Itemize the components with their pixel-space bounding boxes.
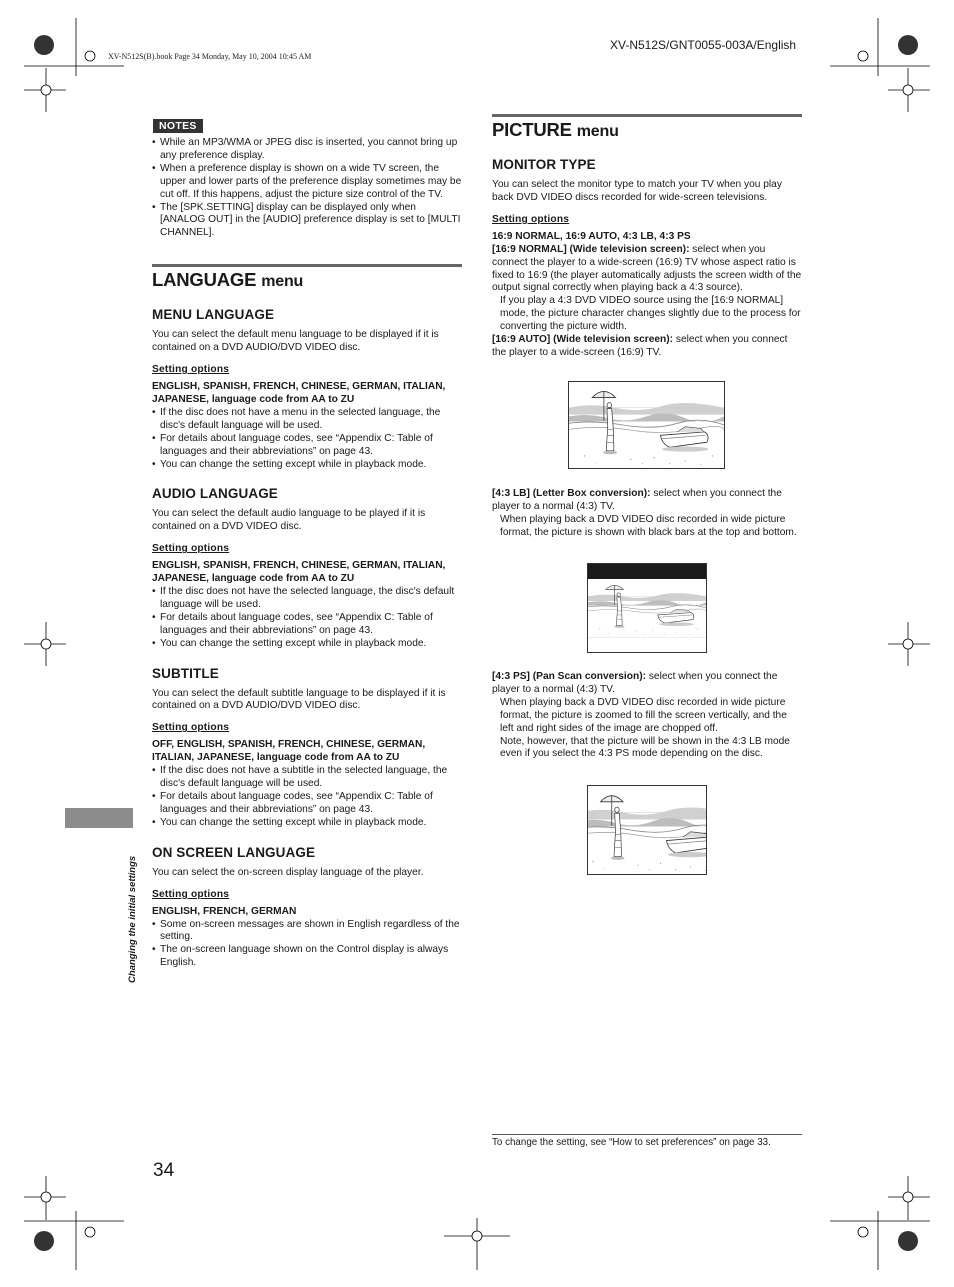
setting-options-label: Setting options bbox=[492, 213, 570, 225]
document-code: XV-N512S/GNT0055-003A/English bbox=[610, 38, 797, 52]
option-16-9-auto bbox=[492, 334, 802, 360]
option-label: [16:9 NORMAL] (Wide television screen): bbox=[492, 243, 690, 255]
picture-menu-title-main: PICTURE bbox=[492, 119, 572, 140]
section-divider bbox=[152, 264, 462, 267]
option-4-3-lb bbox=[492, 488, 802, 540]
language-menu-title-suffix: menu bbox=[261, 273, 304, 291]
on-screen-language-intro: You can select the on-screen display language of the player. bbox=[152, 866, 424, 878]
setting-options-label: Setting options bbox=[152, 888, 230, 900]
option-4-3-ps bbox=[492, 671, 802, 761]
pan-scan-illustration bbox=[587, 785, 707, 875]
picture-menu-title-suffix: menu bbox=[576, 123, 619, 140]
picture-menu-title bbox=[492, 119, 802, 141]
option-label: [16:9 AUTO] (Wide television screen): bbox=[492, 334, 674, 346]
on-screen-language-bullets bbox=[152, 919, 462, 971]
bullet-item: • You can change the setting except while in playback mode. bbox=[152, 638, 462, 651]
option-4-3-lb-line bbox=[492, 488, 802, 514]
notes-section bbox=[152, 116, 462, 240]
subtitle-bullets bbox=[152, 765, 462, 830]
page-number: 34 bbox=[153, 1160, 175, 1181]
option-4-3-ps-line bbox=[492, 671, 802, 697]
monitor-type-heading: MONITOR TYPE bbox=[492, 157, 596, 172]
on-screen-language-options: ENGLISH, FRENCH, GERMAN bbox=[152, 905, 297, 917]
option-16-9-normal-extra: If you play a 4:3 DVD VIDEO source using the [16:9 NORMAL] mode, the picture character changes slightly due to the process for converting the picture width. bbox=[500, 295, 801, 333]
bullet-item: • The on-screen language shown on the Control display is always English. bbox=[152, 944, 462, 970]
note-item: • The [SPK.SETTING] display can be displayed only when [ANALOG OUT] in the [AUDIO] preference display is set to [MULTI CHANNEL]. bbox=[152, 202, 462, 241]
on-screen-language-heading: ON SCREEN LANGUAGE bbox=[152, 844, 316, 860]
setting-options-label: Setting options bbox=[152, 364, 230, 376]
option-description: select when you connect the player to a normal (4:3) TV. bbox=[492, 671, 778, 695]
option-description: select when you connect the player to a wide-screen (16:9) TV whose aspect ratio is fixed to 16:9 (the player automatically adjusts the screen width of the output signal correctly when playing back a 4:3 source). bbox=[492, 243, 802, 294]
monitor-type-options: 16:9 NORMAL, 16:9 AUTO, 4:3 LB, 4:3 PS bbox=[492, 230, 691, 242]
bullet-item: • If the disc does not have a subtitle in the selected language, the disc's default language will be used. bbox=[152, 765, 462, 791]
bullet-item: • For details about language codes, see “Appendix C: Table of languages and their abbreviations” on page 43. bbox=[152, 612, 462, 638]
notes-badge: NOTES bbox=[153, 119, 203, 133]
bullet-item: • You can change the setting except while in playback mode. bbox=[152, 817, 462, 830]
footer-note: To change the setting, see “How to set preferences” on page 33. bbox=[492, 1134, 802, 1148]
book-stamp: XV-N512S(B).book Page 34 Monday, May 10, 2004 10:45 AM bbox=[108, 52, 312, 61]
language-menu-title bbox=[152, 269, 462, 291]
bullet-item: • For details about language codes, see “Appendix C: Table of languages and their abbreviations” on page 43. bbox=[152, 791, 462, 817]
option-label: [4:3 PS] (Pan Scan conversion): bbox=[492, 671, 646, 682]
note-item: • When a preference display is shown on a wide TV screen, the upper and lower parts of the preference display sometimes may be cut off. If this happens, adjust the picture size control of the TV. bbox=[152, 163, 462, 202]
option-4-3-ps-extra: When playing back a DVD VIDEO disc recorded in wide picture format, the picture is zoomed to fill the screen vertically, and the left and right sides of the image are chopped off. bbox=[500, 696, 787, 734]
right-column bbox=[492, 114, 802, 360]
bullet-item: • If the disc does not have a menu in the selected language, the disc's default language will be used. bbox=[152, 407, 462, 433]
subtitle-options: OFF, ENGLISH, SPANISH, FRENCH, CHINESE, GERMAN, ITALIAN, JAPANESE, language code from AA to ZU bbox=[152, 739, 426, 764]
monitor-type-intro: You can select the monitor type to match your TV when you play back DVD VIDEO discs recorded for wide-screen televisions. bbox=[492, 179, 782, 203]
wide-screen-illustration bbox=[568, 381, 725, 469]
bullet-item: • If the disc does not have the selected language, the disc's default language will be used. bbox=[152, 586, 462, 612]
sidebar-tab bbox=[65, 808, 133, 828]
letterbox-illustration bbox=[587, 563, 707, 653]
menu-language-intro: You can select the default menu language to be displayed if it is contained on a DVD AUDIO/DVD VIDEO disc. bbox=[152, 329, 439, 354]
note-item: • While an MP3/WMA or JPEG disc is inserted, you cannot bring up any preference display. bbox=[152, 137, 462, 163]
menu-language-options: ENGLISH, SPANISH, FRENCH, CHINESE, GERMAN, ITALIAN, JAPANESE, language code from AA to ZU bbox=[152, 381, 446, 405]
subtitle-intro: You can select the default subtitle language to be displayed if it is contained on a DVD AUDIO/DVD VIDEO disc. bbox=[152, 687, 446, 712]
setting-options-label: Setting options bbox=[152, 543, 230, 555]
setting-options-label: Setting options bbox=[152, 722, 230, 734]
beach-scene-image bbox=[587, 786, 707, 874]
beach-scene-image bbox=[569, 382, 724, 468]
notes-list bbox=[152, 137, 462, 240]
bullet-item: • You can change the setting except while in playback mode. bbox=[152, 459, 462, 472]
left-column bbox=[152, 116, 462, 970]
subtitle-heading: SUBTITLE bbox=[152, 665, 219, 681]
section-divider bbox=[492, 114, 802, 117]
menu-language-heading: MENU LANGUAGE bbox=[152, 307, 275, 323]
letterbox-top-bar bbox=[588, 564, 706, 579]
option-description: select when you connect the player to a wide-screen (16:9) TV. bbox=[492, 334, 788, 358]
language-menu-title-main: LANGUAGE bbox=[152, 269, 257, 291]
bullet-item: • For details about language codes, see “Appendix C: Table of languages and their abbreviations” on page 43. bbox=[152, 433, 462, 459]
audio-language-heading: AUDIO LANGUAGE bbox=[152, 486, 278, 502]
option-16-9-normal bbox=[492, 244, 802, 296]
option-description: select when you connect the player to a normal (4:3) TV. bbox=[492, 488, 782, 512]
audio-language-bullets bbox=[152, 586, 462, 651]
menu-language-bullets bbox=[152, 407, 462, 472]
option-4-3-ps-note: Note, however, that the picture will be shown in the 4:3 LB mode even if you select the 4:3 PS mode depending on the disc. bbox=[500, 735, 790, 760]
bullet-item: • Some on-screen messages are shown in English regardless of the setting. bbox=[152, 919, 462, 945]
option-4-3-lb-extra: When playing back a DVD VIDEO disc recorded in wide picture format, the picture is shown with black bars at the top and bottom. bbox=[500, 513, 797, 538]
option-label: [4:3 LB] (Letter Box conversion): bbox=[492, 488, 651, 499]
beach-scene-image bbox=[588, 579, 706, 637]
audio-language-intro: You can select the default audio language to be played if it is contained on a DVD VIDEO disc. bbox=[152, 508, 426, 533]
letterbox-bottom-bar bbox=[588, 637, 706, 653]
sidebar-chapter-label: Changing the initial settings bbox=[127, 855, 138, 983]
audio-language-options: ENGLISH, SPANISH, FRENCH, CHINESE, GERMAN, ITALIAN, JAPANESE, language code from AA to ZU bbox=[152, 560, 446, 585]
